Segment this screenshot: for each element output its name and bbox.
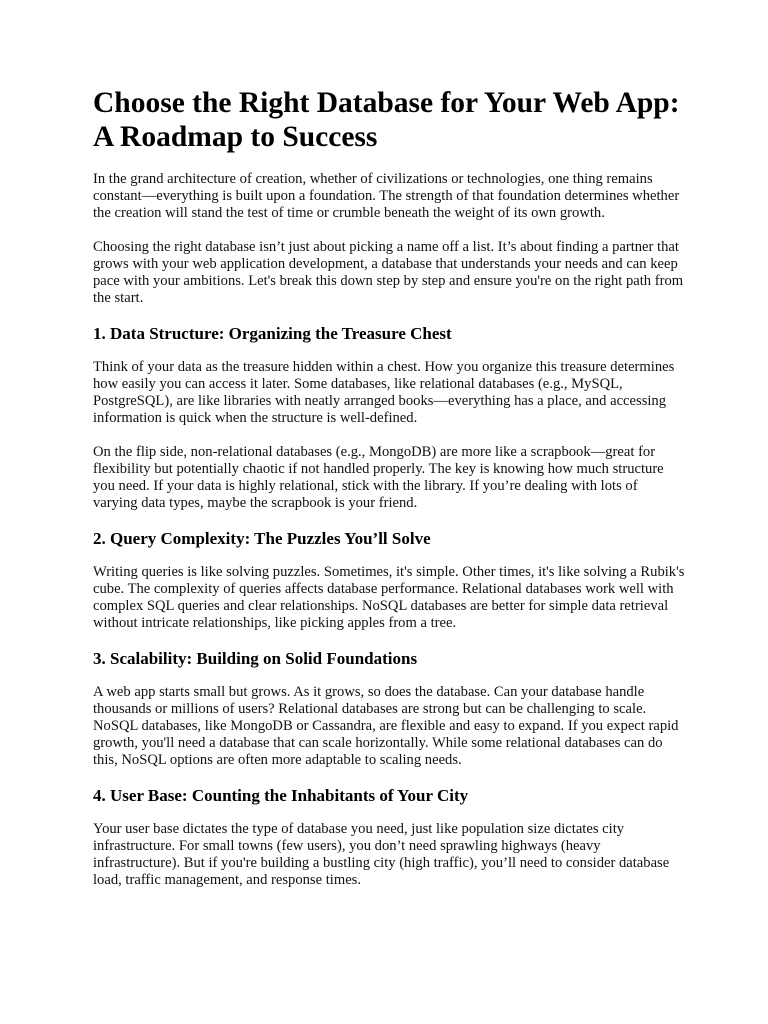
document-page (93, 86, 685, 906)
section-4-heading: 4. User Base: Counting the Inhabitants of Your City (93, 786, 469, 805)
section-3-paragraph-1: A web app starts small but grows. As it grows, so does the database. Can your database handle thousands or millions of users? Relational databases are strong but can be challenging to scale. NoSQL databases, like MongoDB or Cassandra, are flexible and easy to expand. If you expect rapid growth, you'll need a database that can scale horizontally. While some relational databases can do this, NoSQL options are often more adaptable to scaling needs. (93, 684, 679, 768)
section-4-paragraph-1: Your user base dictates the type of database you need, just like population size dictates city infrastructure. For small towns (few users), you don’t need sprawling highways (heavy infrastructure). But if you're building a bustling city (high traffic), you’ll need to consider database load, traffic management, and response times. (93, 821, 670, 888)
section-2-paragraph-1: Writing queries is like solving puzzles. Sometimes, it's simple. Other times, it's like solving a Rubik's cube. The complexity of queries affects database performance. Relational databases work well with complex SQL queries and clear relationships. NoSQL databases are better for simple data retrieval without intricate relationships, like picking apples from a tree. (93, 564, 685, 631)
intro-paragraph-1: In the grand architecture of creation, whether of civilizations or technologies, one thing remains constant—everything is built upon a foundation. The strength of that foundation determines whether the creation will stand the test of time or crumble beneath the weight of its own growth. (93, 171, 680, 221)
section-1-paragraph-2: On the flip side, non-relational databases (e.g., MongoDB) are more like a scrapbook—great for flexibility but potentially chaotic if not handled properly. The key is knowing how much structure you need. If your data is highly relational, stick with the library. If you’re dealing with lots of varying data types, maybe the scrapbook is your friend. (93, 444, 664, 511)
section-2-heading: 2. Query Complexity: The Puzzles You’ll Solve (93, 529, 431, 548)
section-1-heading: 1. Data Structure: Organizing the Treasure Chest (93, 324, 452, 343)
section-3-heading: 3. Scalability: Building on Solid Foundations (93, 649, 418, 668)
section-1-paragraph-1: Think of your data as the treasure hidden within a chest. How you organize this treasure determines how easily you can access it later. Some databases, like relational databases (e.g., MySQL, PostgreSQL), are like libraries with neatly arranged books—everything has a place, and accessing information is quick when the structure is well-defined. (93, 359, 675, 426)
document-title: Choose the Right Database for Your Web App: A Roadmap to Success (93, 87, 680, 153)
intro-paragraph-2: Choosing the right database isn’t just about picking a name off a list. It’s about finding a partner that grows with your web application development, a database that understands your needs and can keep pace with your ambitions. Let's break this down step by step and ensure you're on the right path from the start. (93, 239, 684, 306)
